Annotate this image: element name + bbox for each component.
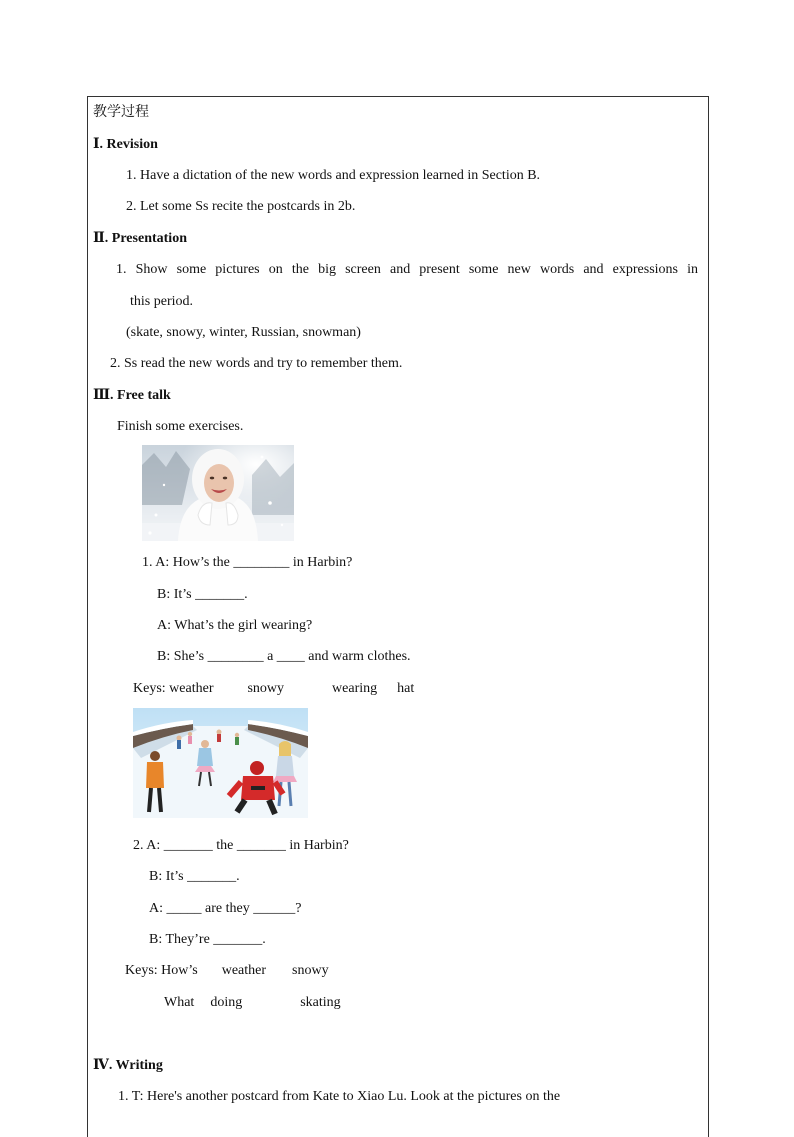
presentation-item-1-line-2: this period. (130, 294, 193, 309)
presentation-heading: Ⅱ. Presentation (93, 231, 187, 246)
writing-item-1: 1. T: Here's another postcard from Kate to Xiao Lu. Look at the pictures on the (118, 1089, 561, 1104)
ex1-key-weather: weather (169, 681, 214, 696)
ex1-key-wearing: wearing (332, 681, 378, 696)
ex2-key-skating: skating (300, 995, 341, 1010)
snow-girl-picture (142, 445, 294, 541)
ex1-key-hat: hat (397, 681, 415, 696)
skating-picture (133, 708, 308, 818)
ex1-keys (133, 680, 414, 698)
freetalk-heading: Ⅲ. Free talk (93, 388, 171, 403)
ex2-key-hows: How’s (161, 963, 198, 978)
ex1-key-snowy: snowy (247, 681, 285, 696)
revision-heading: Ⅰ. Revision (93, 137, 158, 152)
ex2-answer-1: B: It’s _______. (149, 869, 240, 884)
writing-heading: Ⅳ. Writing (93, 1058, 163, 1073)
ex2-question-1: 2. A: _______ the _______ in Harbin? (133, 838, 349, 853)
ex1-answer-2: B: She’s ________ a ____ and warm clothes. (157, 649, 411, 664)
ex1-question-1: 1. A: How’s the ________ in Harbin? (142, 555, 353, 570)
section-title: 教学过程 (93, 104, 149, 120)
ex2-keys-row-2 (164, 994, 341, 1012)
freetalk-intro: Finish some exercises. (117, 419, 244, 434)
ex2-key-weather: weather (221, 963, 267, 978)
ex2-key-what: What (164, 995, 195, 1010)
ex2-key-doing: doing (210, 995, 243, 1010)
revision-item-2: 2. Let some Ss recite the postcards in 2b. (126, 199, 356, 214)
ex2-keys-row-1 (125, 962, 329, 980)
presentation-words: (skate, snowy, winter, Russian, snowman) (126, 325, 361, 340)
ex2-answer-2: B: They’re _______. (149, 932, 266, 947)
presentation-item-2: 2. Ss read the new words and try to remember them. (110, 356, 403, 371)
revision-item-1: 1. Have a dictation of the new words and expression learned in Section B. (126, 168, 541, 183)
ex1-keys-label: Keys: (133, 681, 166, 696)
ex2-question-2: A: _____ are they ______? (149, 901, 302, 916)
ex1-answer-1: B: It’s _______. (157, 587, 248, 602)
ex2-key-snowy: snowy (292, 963, 329, 978)
presentation-item-1-line-1: 1. Show some pictures on the big screen and present some new words and expressions in (116, 262, 698, 277)
ex1-question-2: A: What’s the girl wearing? (157, 618, 313, 633)
ex2-keys-label: Keys: (125, 963, 158, 978)
